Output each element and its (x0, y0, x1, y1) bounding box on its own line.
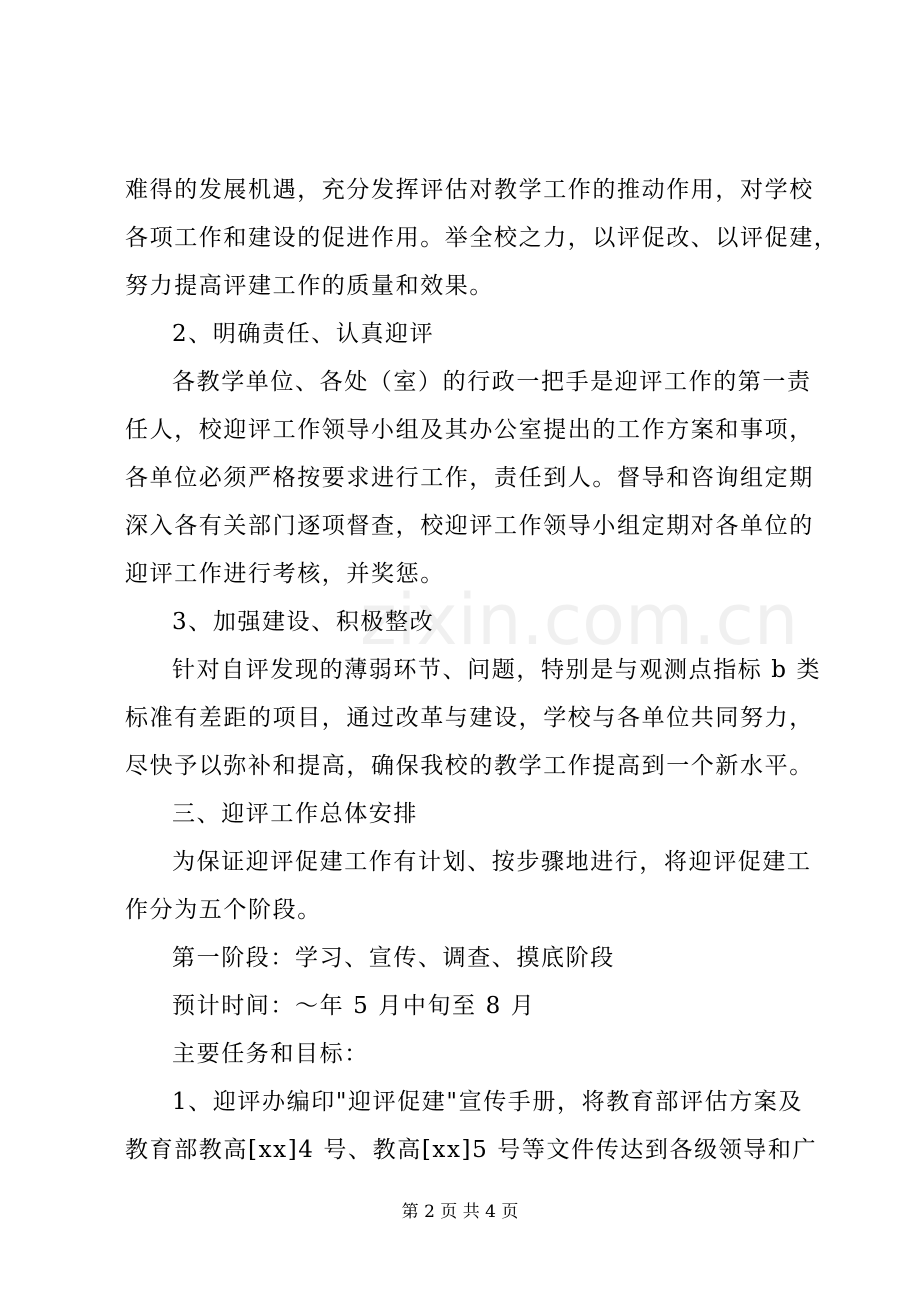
text-line: 教育部教高[xx]4 号、教高[xx]5 号等文件传达到各级领导和广 (125, 1137, 818, 1163)
text-line: 1、迎评办编印"迎评促建"宣传手册，将教育部评估方案及 (172, 1089, 803, 1115)
text-line: 难得的发展机遇，充分发挥评估对教学工作的推动作用，对学校 (125, 177, 814, 203)
text-line: 各项工作和建设的促进作用。举全校之力，以评促改、以评促建， (125, 225, 839, 251)
text-line: 尽快予以弥补和提高，确保我校的教学工作提高到一个新水平。 (125, 753, 814, 779)
text-line: 迎评工作进行考核，并奖惩。 (125, 561, 445, 587)
text-line: 各教学单位、各处（室）的行政一把手是迎评工作的第一责 (172, 369, 812, 395)
watermark: zixin.com.cn (360, 579, 799, 661)
section-heading: 3、加强建设、积极整改 (172, 609, 435, 635)
text-line: 作分为五个阶段。 (125, 897, 322, 923)
text-line: 预计时间：～年 5 月中旬至 8 月 (172, 993, 536, 1019)
section-heading: 2、明确责任、认真迎评 (172, 321, 435, 347)
text-line: 努力提高评建工作的质量和效果。 (125, 273, 494, 299)
text-line: 任人，校迎评工作领导小组及其办公室提出的工作方案和事项， (125, 417, 814, 443)
text-line: 深入各有关部门逐项督查，校迎评工作领导小组定期对各单位的 (125, 513, 814, 539)
text-line: 针对自评发现的薄弱环节、问题，特别是与观测点指标 b 类 (172, 657, 822, 683)
section-heading: 第一阶段：学习、宣传、调查、摸底阶段 (172, 945, 615, 971)
text-line: 各单位必须严格按要求进行工作，责任到人。督导和咨询组定期 (125, 465, 814, 491)
text-line: 主要任务和目标： (172, 1041, 369, 1067)
page-number: 第 2 页 共 4 页 (401, 1202, 519, 1222)
section-heading: 三、迎评工作总体安排 (172, 801, 418, 827)
text-line: 标准有差距的项目，通过改革与建设，学校与各单位共同努力， (125, 705, 814, 731)
text-line: 为保证迎评促建工作有计划、按步骤地进行，将迎评促建工 (172, 849, 812, 875)
